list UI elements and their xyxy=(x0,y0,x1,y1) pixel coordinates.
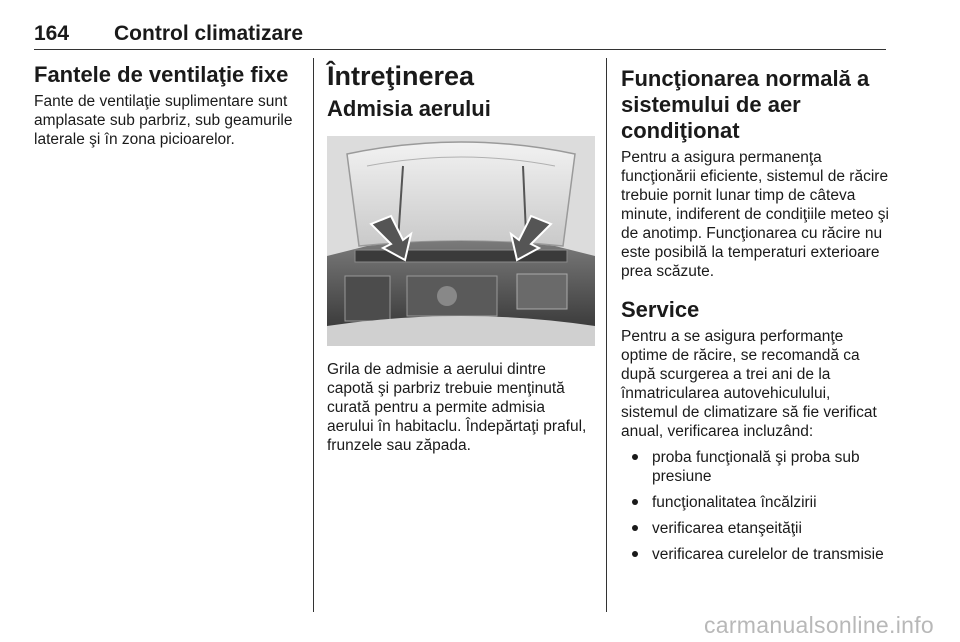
service-heading: Service xyxy=(621,297,700,322)
engine-bay-photo xyxy=(327,136,595,346)
list-item xyxy=(621,493,891,512)
engine-bay-illustration xyxy=(327,136,595,346)
column-divider-1 xyxy=(313,58,314,612)
bullet-icon xyxy=(632,454,638,460)
service-checklist xyxy=(621,448,891,564)
ventilation-body: Fante de ventilaţie suplimentare sunt amplasate sub parbriz, sub geamurile laterale şi în zona picioarelor. xyxy=(34,93,293,148)
bullet-icon xyxy=(632,525,638,531)
site-watermark: carmanualsonline.info xyxy=(703,612,934,638)
chapter-title: Control climatizare xyxy=(114,22,304,45)
maintenance-heading: Întreţinerea xyxy=(327,61,475,91)
page-number: 164 xyxy=(34,22,70,45)
list-item-text: verificarea etanşeităţii xyxy=(652,520,802,537)
list-item xyxy=(621,519,891,538)
bullet-icon xyxy=(632,499,638,505)
column-maintenance xyxy=(327,60,595,455)
list-item-text: verificarea curelelor de transmisie xyxy=(652,546,884,563)
ventilation-heading: Fantele de ventilaţie fixe xyxy=(34,62,289,87)
air-intake-body: Grila de admisie a aerului dintre capotă şi parbriz trebuie menţinută curată pentru a permite admisia aerului în habitaclu. Îndepărtaţi praful, frunzele sau zăpada. xyxy=(327,361,587,454)
list-item-text: proba funcţională şi proba sub presiune xyxy=(652,449,860,485)
column-air-conditioning xyxy=(621,66,891,564)
bullet-icon xyxy=(632,551,638,557)
header-rule xyxy=(34,49,886,50)
page-header xyxy=(34,22,886,50)
list-item-text: funcţionalitatea încălzirii xyxy=(652,494,817,511)
list-item xyxy=(621,448,891,486)
ac-operation-heading: Funcţionarea normală a sistemului de aer condiţionat xyxy=(621,66,870,143)
air-intake-heading: Admisia aerului xyxy=(327,96,491,121)
ac-operation-body: Pentru a asigura permanenţa funcţionării eficiente, sistemul de răcire trebuie pornit lunar timp de câteva minute, indiferent de condiţiile meteo şi de anotimp. Funcţionarea cu răcire nu este posibilă la temperaturi exterioare prea scăzute. xyxy=(621,149,889,280)
list-item xyxy=(621,545,891,564)
column-ventilation xyxy=(34,62,304,149)
column-divider-2 xyxy=(606,58,607,612)
service-body: Pentru a se asigura performanţe optime de răcire, se recomandă ca după scurgerea a trei ani de la înmatricularea autovehiculului, sistemul de climatizare să fie verificat anual, verificarea incluzând: xyxy=(621,328,877,440)
